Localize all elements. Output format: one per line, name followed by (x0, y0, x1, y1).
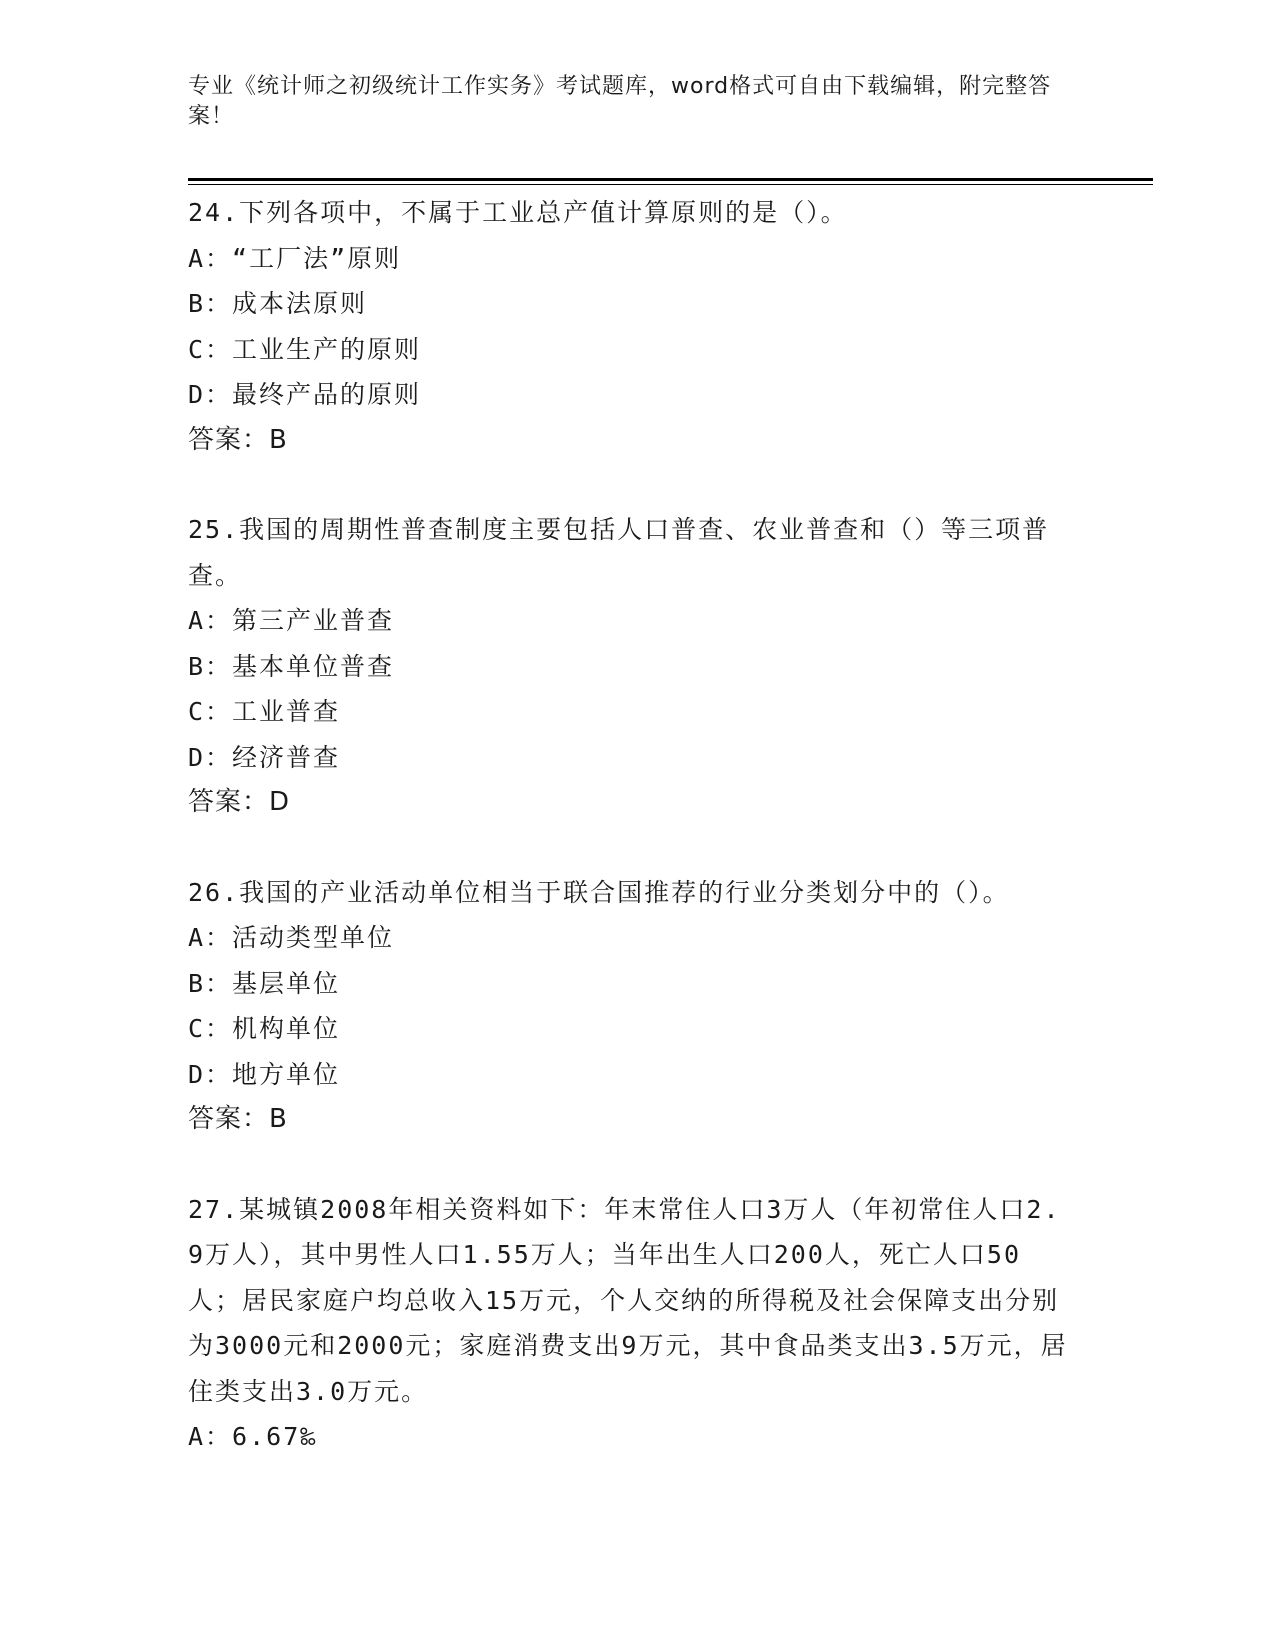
question-gap (188, 826, 1088, 870)
header-divider-thin (188, 184, 1153, 185)
option-a: A：第三产业普查 (188, 606, 395, 635)
question-gap (188, 1143, 1088, 1187)
question-text: 26.我国的产业活动单位相当于联合国推荐的行业分类划分中的（）。 (188, 877, 1010, 907)
question-text: 25.我国的周期性普查制度主要包括人口普查、农业普查和（）等三项普查。 (188, 515, 1050, 590)
option-d: D：地方单位 (188, 1059, 341, 1089)
question-list (188, 190, 1088, 1460)
option-c: C：工业生产的原则 (188, 334, 422, 364)
answer-text: 答案：D (188, 787, 291, 817)
question-block (188, 1187, 1088, 1460)
answer-text: 答案：B (188, 1104, 288, 1134)
option-c: C：工业普查 (188, 697, 341, 726)
question-gap (188, 463, 1088, 507)
question-block (188, 190, 1088, 463)
option-b: B：成本法原则 (188, 289, 368, 318)
answer-text: 答案：B (188, 424, 288, 455)
question-text: 27.某城镇2008年相关资料如下：年末常住人口3万人（年初常住人口2.9万人），其中男性人口1.55万人；当年出生人口200人，死亡人口50人；居民家庭户均总收入15万元，个人交纳的所得税及社会保障支出分别为3000元和2000元；家庭消费支出9万元，其中食品类支出3.5万元，居住类支出3.0万元。 (188, 1194, 1068, 1406)
document-header: 专业《统计师之初级统计工作实务》考试题库，word格式可自由下载编辑，附完整答案！ (188, 74, 1052, 129)
header-divider (188, 178, 1153, 181)
option-b: B：基层单位 (188, 968, 341, 998)
option-d: D：最终产品的原则 (188, 380, 422, 409)
question-text: 24.下列各项中，不属于工业总产值计算原则的是（）。 (188, 198, 848, 227)
option-a: A：“工厂法”原则 (188, 243, 402, 273)
option-a: A：活动类型单位 (188, 923, 395, 952)
option-a: A：6.67‰ (188, 1422, 318, 1451)
option-d: D：经济普查 (188, 742, 341, 772)
question-block (188, 507, 1088, 826)
option-b: B：基本单位普查 (188, 651, 395, 681)
question-block (188, 870, 1088, 1143)
option-c: C：机构单位 (188, 1014, 341, 1043)
